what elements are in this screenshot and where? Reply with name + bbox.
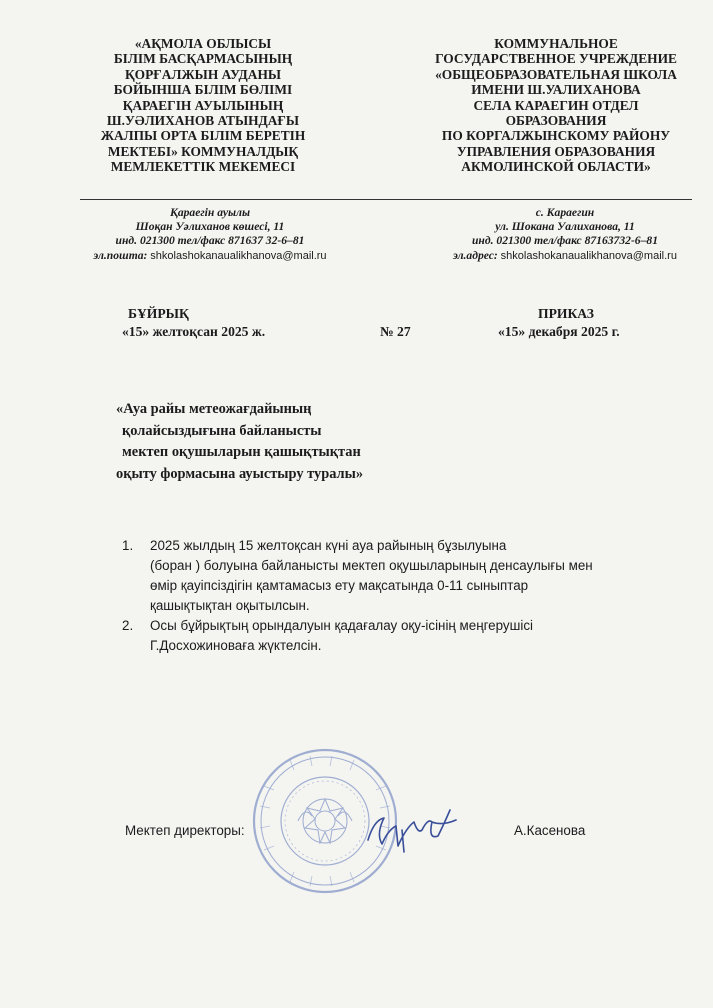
address-village: Қараегін ауылы bbox=[169, 206, 251, 219]
address-email-row bbox=[60, 249, 360, 263]
order-date-kazakh: «15» желтоқсан 2025 ж. bbox=[122, 324, 266, 339]
order-subject bbox=[104, 399, 363, 485]
header-russian-line: ПО КОРГАЛЖЫНСКОМУ РАЙОНУ bbox=[441, 128, 671, 144]
subject-line: оқыту формасына ауыстыру туралы» bbox=[116, 465, 364, 482]
item-line: (боран ) болуына байланысты мектеп оқушыларының денсаулығы мен bbox=[150, 558, 593, 573]
subject-line: қолайсыздығына байланысты bbox=[122, 422, 322, 439]
header-kazakh-line: ҚОРҒАЛЖЫН АУДАНЫ bbox=[124, 66, 282, 82]
header-divider bbox=[80, 199, 692, 200]
order-title-russian: ПРИКАЗ bbox=[538, 306, 594, 321]
header-russian-line: УПРАВЛЕНИЯ ОБРАЗОВАНИЯ bbox=[456, 143, 656, 159]
director-signature bbox=[362, 800, 462, 860]
email-label: эл.адрес: bbox=[453, 248, 498, 262]
header-russian-line: АКМОЛИНСКОЙ ОБЛАСТИ» bbox=[461, 159, 651, 175]
address-kazakh bbox=[60, 206, 360, 263]
order-items bbox=[122, 536, 682, 656]
item-line: Осы бұйрықтың орындалуын қадағалау оқу-ісінің меңгерушісі bbox=[150, 618, 534, 633]
header-kazakh-line: «АҚМОЛА ОБЛЫСЫ bbox=[134, 36, 272, 51]
header-russian-line: СЕЛА КАРАЕГИН ОТДЕЛ bbox=[473, 97, 639, 113]
header-kazakh-line: Ш.УӘЛИХАНОВ АТЫНДАҒЫ bbox=[106, 113, 300, 129]
address-index-phone: инд. 021300 тел/факс 871637 32-6–81 bbox=[115, 234, 305, 248]
header-kazakh-line: ЖАЛПЫ ОРТА БІЛІМ БЕРЕТІН bbox=[100, 128, 306, 144]
header-kazakh-line: МЕМЛЕКЕТТІК МЕКЕМЕСІ bbox=[110, 159, 296, 175]
address-village: с. Караегин bbox=[535, 206, 595, 219]
address-street: Шоқан Уәлиханов көшесі, 11 bbox=[135, 220, 285, 234]
item-text bbox=[150, 536, 593, 616]
header-kazakh-line: МЕКТЕБІ» КОММУНАЛДЫҚ bbox=[107, 143, 299, 159]
item-line: өмір қауіпсіздігін қамтамасыз ету мақсатында 0-11 сыныптар bbox=[150, 578, 529, 593]
list-item bbox=[122, 616, 682, 656]
address-index-phone: инд. 021300 тел/факс 87163732-6–81 bbox=[471, 234, 658, 248]
header-russian-line: ОБРАЗОВАНИЯ bbox=[505, 113, 607, 129]
subject-line: «Ауа райы метеожағдайының bbox=[116, 401, 312, 417]
header-kazakh-line: БІЛІМ БАСҚАРМАСЫНЫҢ bbox=[113, 51, 293, 67]
item-line: қашықтықтан оқытылсын. bbox=[150, 598, 310, 613]
address-email-row bbox=[420, 249, 710, 263]
list-item bbox=[122, 536, 682, 616]
subject-line: мектеп оқушыларын қашықтықтан bbox=[122, 444, 361, 461]
header-russian-line: КОММУНАЛЬНОЕ bbox=[494, 36, 618, 51]
address-street: ул. Шокана Уалиханова, 11 bbox=[495, 220, 635, 234]
header-russian bbox=[404, 36, 708, 175]
item-number: 2. bbox=[122, 618, 134, 633]
order-date-russian: «15» декабря 2025 г. bbox=[498, 324, 620, 339]
order-title-kazakh: БҰЙРЫҚ bbox=[128, 306, 189, 321]
email-link[interactable]: shkolashokanaualikhanova@mail.ru bbox=[150, 249, 327, 262]
item-number: 1. bbox=[122, 538, 134, 553]
header-russian-line: ИМЕНИ Ш.УАЛИХАНОВА bbox=[471, 82, 641, 98]
header-kazakh-line: БОЙЫНША БІЛІМ БӨЛІМІ bbox=[113, 82, 293, 98]
item-text bbox=[150, 616, 533, 656]
email-link[interactable]: shkolashokanaualikhanova@mail.ru bbox=[500, 249, 677, 262]
header-russian-line: ГОСУДАРСТВЕННОЕ УЧРЕЖДЕНИЕ bbox=[435, 51, 677, 67]
director-name: А.Касенова bbox=[514, 823, 586, 838]
header-russian-line: «ОБЩЕОБРАЗОВАТЕЛЬНАЯ ШКОЛА bbox=[435, 66, 677, 82]
order-number: № 27 bbox=[380, 324, 411, 339]
header-kazakh-line: ҚАРАЕГІН АУЫЛЫНЫҢ bbox=[122, 97, 284, 113]
director-title: Мектеп директоры: bbox=[125, 823, 245, 838]
item-line: 2025 жылдың 15 желтоқсан күні ауа райының бұзылуына bbox=[150, 538, 507, 553]
email-label: эл.пошта: bbox=[93, 248, 148, 262]
header-kazakh bbox=[62, 36, 344, 175]
address-russian bbox=[420, 206, 710, 263]
item-line: Г.Досхожиноваға жүктелсін. bbox=[150, 638, 322, 653]
